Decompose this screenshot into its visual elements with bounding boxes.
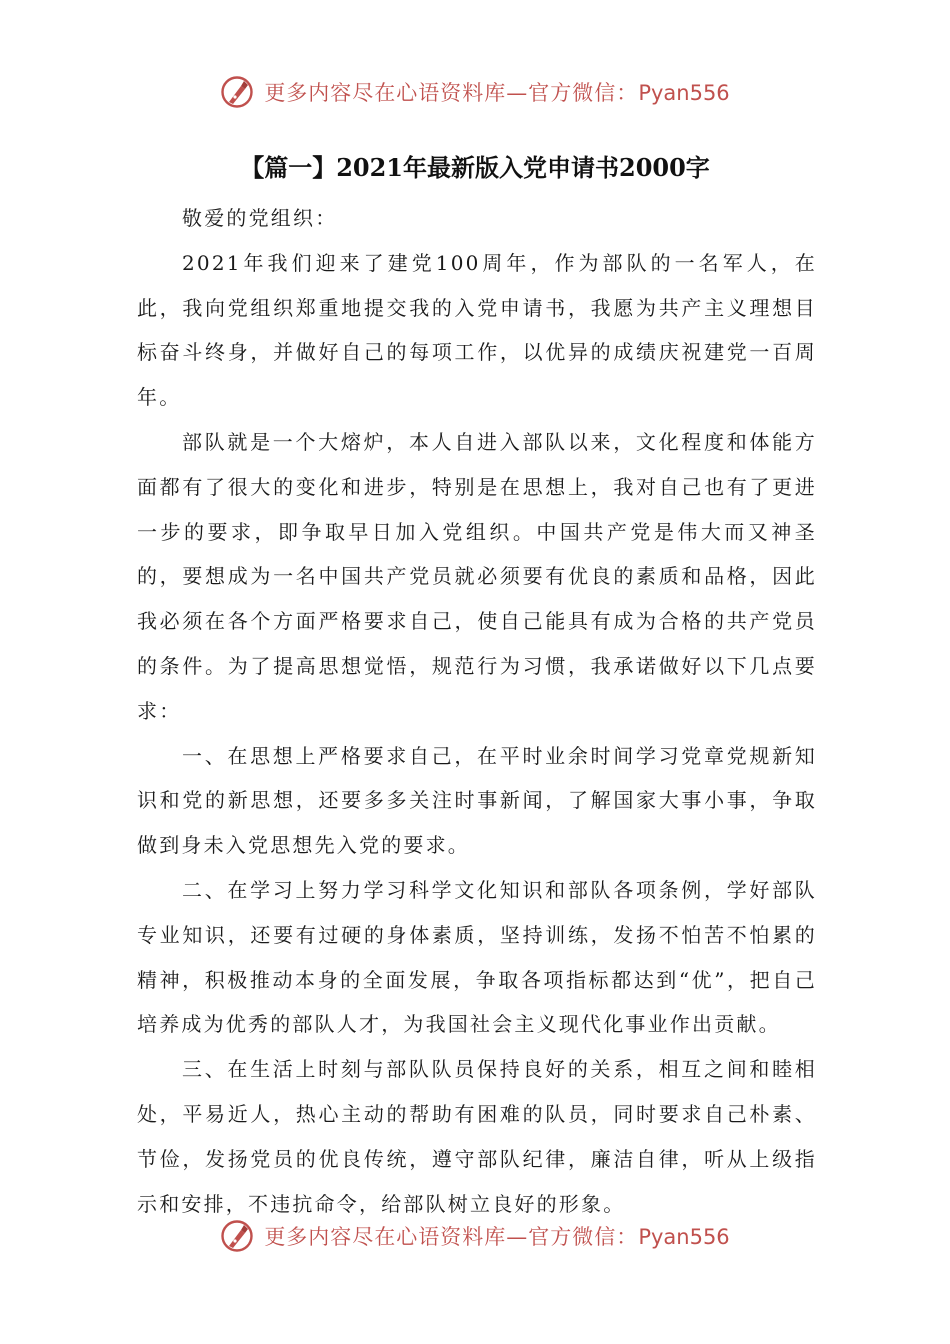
watermark-text: 更多内容尽在心语资料库—官方微信：Pyan556 [264,81,730,105]
paragraph-army-furnace: 部队就是一个大熔炉，本人自进入部队以来，文化程度和体能方面都有了很大的变化和进步，特别是在思想上，我对自己也有了更进一步的要求，即争取早日加入党组织。中国共产党是伟大而又神圣的，要想成为一名中国共产党员就必须要有优良的素质和品格，因此我必须在各个方面严格要求自己，使自己能具有成为合格的共产党员的条件。为了提高思想觉悟，规范行为习惯，我承诺做好以下几点要求： [137,429,817,723]
document-title: 【篇一】2021年最新版入党申请书2000字 [240,153,710,182]
paragraph-point-two: 二、在学习上努力学习科学文化知识和部队各项条例，学好部队专业知识，还要有过硬的身体素质，坚持训练，发扬不怕苦不怕累的精神，积极推动本身的全面发展，争取各项指标都达到“优”，把自己培养成为优秀的部队人才，为我国社会主义现代化事业作出贡献。 [137,877,817,1037]
watermark-wechat-id: Pyan556 [638,1225,730,1249]
salutation: 敬爱的党组织： [182,206,338,230]
header-watermark [0,72,950,112]
watermark-wechat-id: Pyan556 [638,81,730,105]
paragraph-point-one: 一、在思想上严格要求自己，在平时业余时间学习党章党规新知识和党的新思想，还要多多关注时事新闻，了解国家大事小事，争取做到身未入党思想先入党的要求。 [137,743,817,858]
document-body [137,196,817,1226]
pen-nib-logo-icon [220,75,254,109]
footer-watermark [0,1216,950,1256]
paragraph-point-three: 三、在生活上时刻与部队队员保持良好的关系，相互之间和睦相处，平易近人，热心主动的帮助有困难的队员，同时要求自己朴素、节俭，发扬党员的优良传统，遵守部队纪律，廉洁自律，听从上级指示和安排，不违抗命令，给部队树立良好的形象。 [137,1057,817,1216]
watermark-text: 更多内容尽在心语资料库—官方微信：Pyan556 [264,1225,730,1249]
paragraph-intro: 2021年我们迎来了建党100周年，作为部队的一名军人，在此，我向党组织郑重地提交我的入党申请书，我愿为共产主义理想目标奋斗终身，并做好自己的每项工作，以优异的成绩庆祝建党一百周年。 [137,250,817,410]
pen-nib-logo-icon [220,1219,254,1253]
